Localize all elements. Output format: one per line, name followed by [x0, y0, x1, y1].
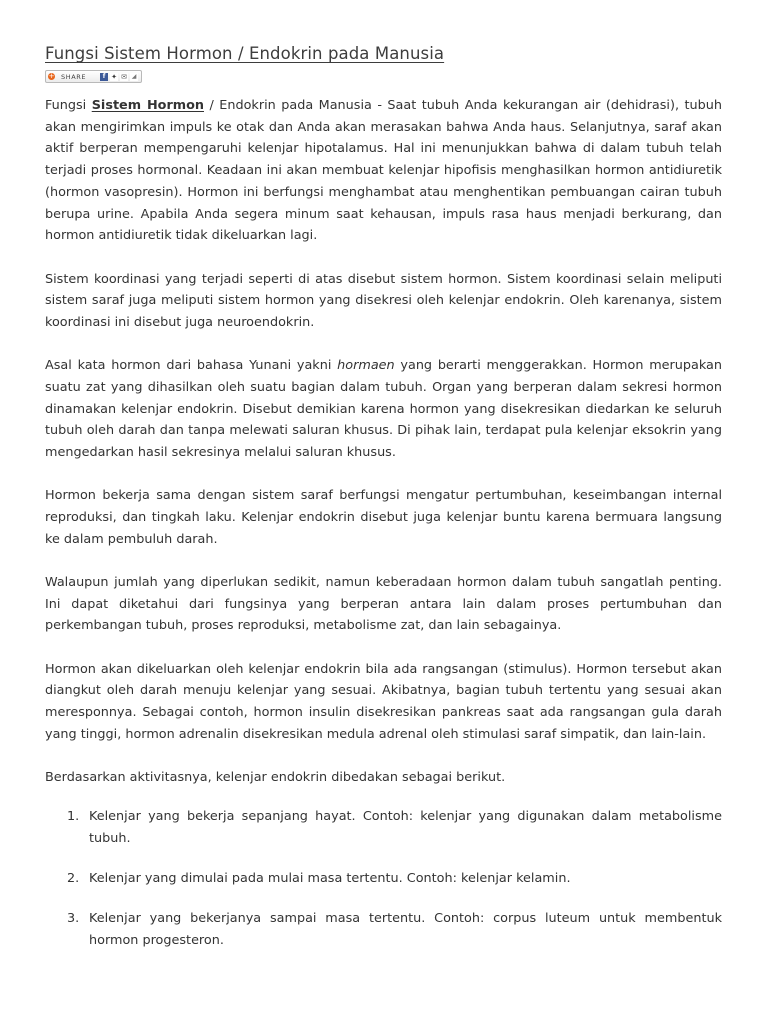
article-body	[45, 95, 722, 951]
list-item-number: 2.	[67, 870, 80, 886]
list-item-number: 1.	[67, 808, 80, 824]
more-share-icon[interactable]: ◢	[131, 72, 137, 80]
sistem-hormon-link[interactable]: Sistem Hormon	[91, 98, 204, 113]
list-item	[67, 806, 722, 849]
list-item-text: Kelenjar yang bekerja sepanjang hayat. Contoh: kelenjar yang digunakan dalam metabolisme tubuh.	[89, 808, 722, 846]
paragraph-6: Hormon akan dikeluarkan oleh kelenjar endokrin bila ada rangsangan (stimulus). Hormon tersebut akan diangkut oleh darah menuju kelenjar yang sesuai. Akibatnya, bagian tubuh tertentu yang sesuai akan meresponnya. Sebagai contoh, hormon insulin disekresikan pankreas saat ada rangsangan gula darah yang tinggi, hormon adrenalin disekresikan medula adrenal oleh stimulasi saraf simpatik, dan lain-lain.	[45, 661, 722, 742]
article-title[interactable]: Fungsi Sistem Hormon / Endokrin pada Manusia	[45, 44, 445, 63]
paragraph-2: Sistem koordinasi yang terjadi seperti di atas disebut sistem hormon. Sistem koordinasi selain meliputi sistem saraf juga meliputi sistem hormon yang disekresi oleh kelenjar endokrin. Oleh karenanya, sistem koordinasi ini disebut juga neuroendokrin.	[45, 271, 722, 330]
list-item-text: Kelenjar yang dimulai pada mulai masa tertentu. Contoh: kelenjar kelamin.	[89, 870, 571, 886]
list-item	[67, 868, 722, 890]
p1-lead: Fungsi	[45, 98, 92, 113]
paragraph-4: Hormon bekerja sama dengan sistem saraf berfungsi mengatur pertumbuhan, keseimbangan internal reproduksi, dan tingkah laku. Kelenjar endokrin disebut juga kelenjar buntu karena bermuara langsung ke dalam pembuluh darah.	[45, 488, 722, 547]
gland-list	[45, 806, 722, 952]
paragraph-7: Berdasarkan aktivitasnya, kelenjar endokrin dibedakan sebagai berikut.	[45, 770, 506, 786]
share-label: SHARE	[61, 72, 87, 81]
list-item-number: 3.	[67, 910, 80, 926]
paragraph-5: Walaupun jumlah yang diperlukan sedikit, namun keberadaan hormon dalam tubuh sangatlah penting. Ini dapat diketahui dari fungsinya yang berperan antara lain dalam proses pertumbuhan dan perkembangan tubuh, proses reproduksi, metabolisme zat, dan lain sebagainya.	[45, 575, 722, 634]
p1-rest: / Endokrin pada Manusia - Saat tubuh Anda kekurangan air (dehidrasi), tubuh akan mengirimkan impuls ke otak dan Anda akan merasakan bahwa Anda haus. Selanjutnya, saraf akan aktif berperan mempengaruhi kelenjar hipotalamus. Hal ini menunjukkan bahwa di dalam tubuh telah terjadi proses hormonal. Keadaan ini akan membuat kelenjar hipofisis menghasilkan hormon antidiuretik (hormon vasopresin). Hormon ini berfungsi menghambat atau menghentikan pembuangan cairan tubuh berupa urine. Apabila Anda segera minum saat kehausan, impuls rasa haus menjadi berkurang, dan hormon antidiuretik tidak dikeluarkan lagi.	[45, 98, 722, 244]
share-button[interactable]	[45, 70, 142, 83]
email-icon[interactable]: ✉	[121, 72, 128, 81]
paragraph-3	[45, 355, 722, 464]
p3-lead: Asal kata hormon dari bahasa Yunani yakni	[45, 358, 338, 374]
facebook-icon[interactable]: f	[100, 73, 108, 81]
twitter-icon[interactable]: ✦	[111, 72, 118, 81]
addthis-plus-icon: +	[48, 72, 55, 80]
paragraph-1	[45, 95, 722, 247]
p3-rest: yang berarti menggerakkan. Hormon merupakan suatu zat yang dihasilkan oleh suatu bagian dalam tubuh. Organ yang berperan dalam sekresi hormon dinamakan kelenjar endokrin. Disebut demikian karena hormon yang disekresikan diedarkan ke seluruh tubuh oleh darah dan tanpa melewati saluran khusus. Di pihak lain, terdapat pula kelenjar eksokrin yang mengedarkan hasil sekresinya melalui saluran khusus.	[45, 358, 723, 461]
list-item-text: Kelenjar yang bekerjanya sampai masa tertentu. Contoh: corpus luteum untuk membentuk hormon progesteron.	[89, 910, 722, 948]
list-item	[67, 908, 722, 951]
p3-emphasis: hormaen	[337, 358, 395, 374]
